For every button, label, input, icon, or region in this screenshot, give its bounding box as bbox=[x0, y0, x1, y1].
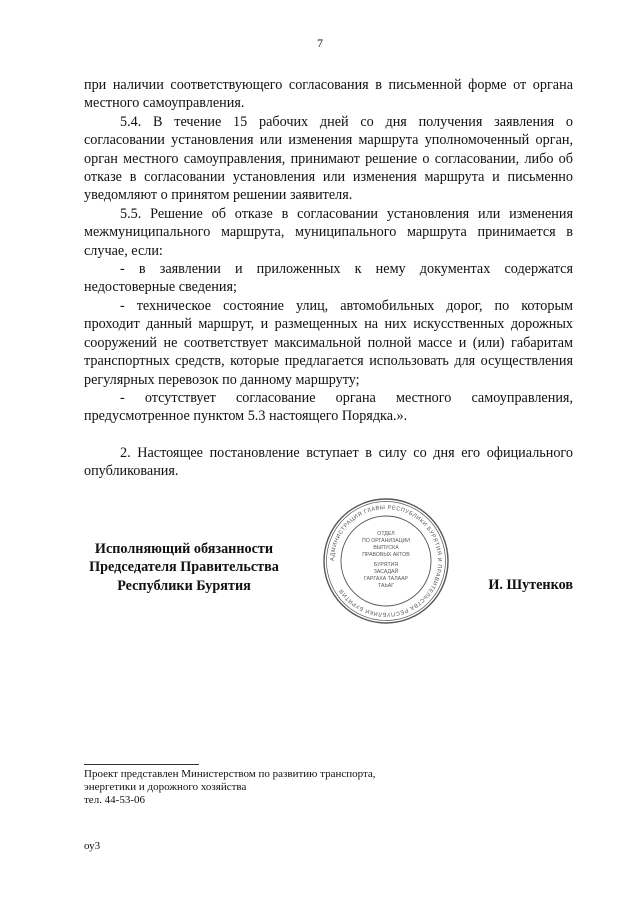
paragraph-5-4: 5.4. В течение 15 рабочих дней со дня получения заявления о согласовании установления или изменения маршрута уполномоченный орган, орган местного самоуправления, принимают решение о согласовании, либо об отказе в согласовании установления или изменения маршрута и письменно уведомляют о принятом решении заявителя. bbox=[84, 113, 573, 204]
svg-text:АДМИНИСТРАЦИЯ ГЛАВЫ РЕСПУБЛИКИ bbox=[330, 505, 442, 617]
footnote-divider bbox=[84, 764, 199, 765]
stamp-line: ЗАСАДАЙ bbox=[373, 569, 399, 575]
stamp-line: ПО ОРГАНИЗАЦИИ bbox=[362, 538, 410, 544]
stamp-line: ОТДЕЛ bbox=[377, 531, 395, 537]
stamp-line: ГАРГАХА ТАЛААР bbox=[363, 576, 409, 582]
official-stamp bbox=[322, 497, 450, 625]
signatory-name: И. Шутенков bbox=[488, 577, 573, 593]
list-item-no-approval: - отсутствует согласование органа местного самоуправления, предусмотренное пунктом 5.3 настоящего Порядка.». bbox=[84, 389, 573, 425]
list-item-unreliable-info: - в заявлении и приложенных к нему документах содержатся недостоверные сведения; bbox=[84, 261, 573, 296]
signatory-title-line: Республики Бурятия bbox=[117, 577, 251, 594]
footnote-phone: тел. 44-53-06 bbox=[84, 794, 146, 806]
stamp-line: БУРЯТИЯ bbox=[373, 562, 399, 568]
stamp-line: ПРАВОВЫХ АКТОВ bbox=[362, 552, 410, 558]
paragraph-entry-into-force: 2. Настоящее постановление вступает в силу со дня его официального опубликования. bbox=[84, 444, 573, 480]
stamp-seal-icon bbox=[322, 497, 450, 625]
document-code: оу3 bbox=[84, 840, 101, 852]
page-number: 7 bbox=[317, 36, 323, 50]
list-item-road-condition: - техническое состояние улиц, автомобильных дорог, по которым проходит данный маршрут, и размещенных на них искусственных дорожных сооружений не соответствует максимальной полной массе и (или) габаритам транспортных средств, которые предлагается использовать для осуществления регулярных перевозок по данному маршруту; bbox=[84, 297, 573, 388]
footnote-line: Проект представлен Министерством по развитию транспорта, bbox=[84, 768, 376, 780]
footnote-line: энергетики и дорожного хозяйства bbox=[84, 781, 247, 793]
paragraph-5-5: 5.5. Решение об отказе в согласовании установления или изменения межмуниципального маршрута, муниципального маршрута принимается в случае, если: bbox=[84, 205, 573, 259]
stamp-line: ВЫПУСКА bbox=[373, 545, 399, 551]
signatory-title bbox=[84, 540, 284, 595]
document-body bbox=[84, 76, 573, 481]
stamp-line: ТАЬАГ bbox=[377, 583, 395, 589]
footnote bbox=[84, 768, 376, 807]
stamp-ring-text: АДМИНИСТРАЦИЯ ГЛАВЫ РЕСПУБЛИКИ БУРЯТИЯ И ПРАВИТЕЛЬСТВА РЕСПУБЛИКИ БУРЯТИЯ bbox=[329, 504, 443, 618]
signatory-title-line: Исполняющий обязанности bbox=[94, 541, 274, 557]
paragraph-continuation: при наличии соответствующего согласования в письменной форме от органа местного самоуправления. bbox=[84, 77, 573, 112]
signatory-title-line: Председателя Правительства bbox=[89, 559, 279, 576]
